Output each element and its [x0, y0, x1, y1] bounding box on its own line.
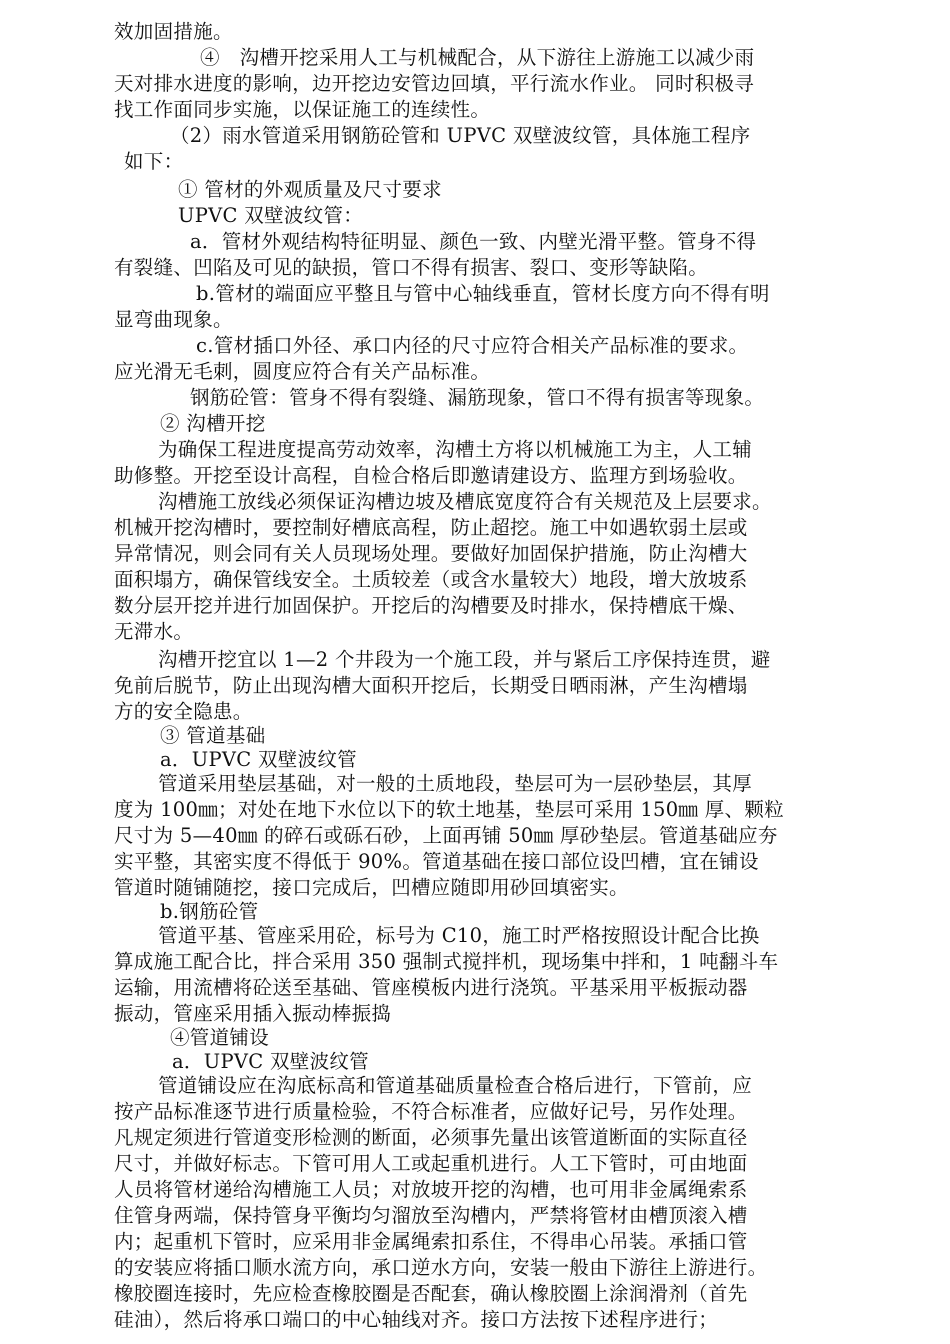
text-line: UPVC 双壁波纹管：	[178, 204, 364, 227]
text-line: a．UPVC 双壁波纹管	[160, 748, 357, 771]
text-line: 免前后脱节，防止出现沟槽大面积开挖后，长期受日晒雨淋，产生沟槽塌	[114, 674, 748, 697]
text-line: 实平整，其密实度不得低于 90%。管道基础在接口部位设凹槽，宜在铺设	[114, 850, 759, 873]
text-line: 为确保工程进度提高劳动效率，沟槽土方将以机械施工为主，人工辅	[158, 438, 753, 461]
text-line: a．UPVC 双壁波纹管	[172, 1050, 369, 1073]
text-line: 数分层开挖并进行加固保护。开挖后的沟槽要及时排水，保持槽底干燥、	[114, 594, 748, 617]
text-line: a．管材外观结构特征明显、颜色一致、内壁光滑平整。管身不得	[190, 230, 757, 253]
text-line: 凡规定须进行管道变形检测的断面，必须事先量出该管道断面的实际直径	[114, 1126, 748, 1149]
text-line: b.管材的端面应平整且与管中心轴线垂直，管材长度方向不得有明	[196, 282, 770, 305]
text-line: 异常情况，则会同有关人员现场处理。要做好加固保护措施，防止沟槽大	[114, 542, 748, 565]
text-line: 如下：	[124, 150, 184, 173]
text-line: 的安装应将插口顺水流方向，承口逆水方向，安装一般由下游往上游进行。	[114, 1256, 768, 1279]
text-line: 天对排水进度的影响，边开挖边安管边回填，平行流水作业。 同时积极寻	[114, 72, 755, 95]
text-line: 振动，管座采用插入振动棒振捣	[114, 1002, 392, 1025]
text-line: 内；起重机下管时，应采用非金属绳索扣系住，不得串心吊装。承插口管	[114, 1230, 748, 1253]
section-heading: ① 管材的外观质量及尺寸要求	[178, 178, 442, 201]
text-line: 按产品标准逐节进行质量检验，不符合标准者，应做好记号，另作处理。	[114, 1100, 748, 1123]
text-line: 方的安全隐患。	[114, 700, 253, 723]
section-heading: ② 沟槽开挖	[160, 412, 266, 435]
text-line: 管道时随铺随挖，接口完成后，凹槽应随即用砂回填密实。	[114, 876, 629, 899]
text-line: 机械开挖沟槽时，要控制好槽底高程，防止超挖。施工中如遇软弱土层或	[114, 516, 748, 539]
text-line: 管道平基、管座采用砼，标号为 C10，施工时严格按照设计配合比换	[158, 924, 760, 947]
text-line: 有裂缝、凹陷及可见的缺损，管口不得有损害、裂口、变形等缺陷。	[114, 256, 709, 279]
text-line: 找工作面同步实施，以保证施工的连续性。	[114, 98, 491, 121]
text-line: 显弯曲现象。	[114, 308, 233, 331]
text-line: 无滞水。	[114, 620, 194, 643]
text-line: 面积塌方，确保管线安全。土质较差（或含水量较大）地段，增大放坡系	[114, 568, 748, 591]
text-line: 助修整。开挖至设计高程，自检合格后即邀请建设方、监理方到场验收。	[114, 464, 748, 487]
text-line: c.管材插口外径、承口内径的尺寸应符合相关产品标准的要求。	[196, 334, 749, 357]
text-line: 管道采用垫层基础，对一般的土质地段，垫层可为一层砂垫层，其厚	[158, 772, 753, 795]
text-line: 沟槽施工放线必须保证沟槽边坡及槽底宽度符合有关规范及上层要求。	[158, 490, 772, 513]
text-line: 度为 100㎜；对处在地下水位以下的软土地基，垫层可采用 150㎜ 厚、颗粒	[114, 798, 784, 821]
text-line: 沟槽开挖宜以 1—2 个井段为一个施工段，并与紧后工序保持连贯，避	[158, 648, 771, 671]
text-line: 管道铺设应在沟底标高和管道基础质量检查合格后进行，下管前，应	[158, 1074, 753, 1097]
text-line: 效加固措施。	[114, 20, 233, 43]
text-line: 人员将管材递给沟槽施工人员；对放坡开挖的沟槽，也可用非金属绳索系	[114, 1178, 748, 1201]
text-line: b.钢筋砼管	[160, 900, 259, 923]
section-heading: ④管道铺设	[170, 1026, 270, 1049]
text-line: 应光滑无毛刺，圆度应符合有关产品标准。	[114, 360, 491, 383]
text-line: 住管身两端，保持管身平衡均匀溜放至沟槽内，严禁将管材由槽顶滚入槽	[114, 1204, 748, 1227]
text-line: 尺寸为 5—40㎜ 的碎石或砾石砂，上面再铺 50㎜ 厚砂垫层。管道基础应夯	[114, 824, 778, 847]
text-line: 尺寸，并做好标志。下管可用人工或起重机进行。人工下管时，可由地面	[114, 1152, 748, 1175]
text-line: 算成施工配合比，拌合采用 350 强制式搅拌机，现场集中拌和，1 吨翻斗车	[114, 950, 779, 973]
text-line: 钢筋砼管：管身不得有裂缝、漏筋现象，管口不得有损害等现象。	[190, 386, 765, 409]
section-heading: ③ 管道基础	[160, 724, 266, 747]
text-line: （2）雨水管道采用钢筋砼管和 UPVC 双壁波纹管，具体施工程序	[170, 124, 751, 147]
text-line: 橡胶圈连接时，先应检查橡胶圈是否配套，确认橡胶圈上涂润滑剂（首先	[114, 1282, 748, 1305]
text-line: 运输，用流槽将砼送至基础、管座模板内进行浇筑。平基采用平板振动器	[114, 976, 748, 999]
text-line: ④ 沟槽开挖采用人工与机械配合，从下游往上游施工以减少雨	[200, 46, 755, 69]
text-line: 硅油），然后将承口端口的中心轴线对齐。接口方法按下述程序进行；	[114, 1308, 719, 1331]
